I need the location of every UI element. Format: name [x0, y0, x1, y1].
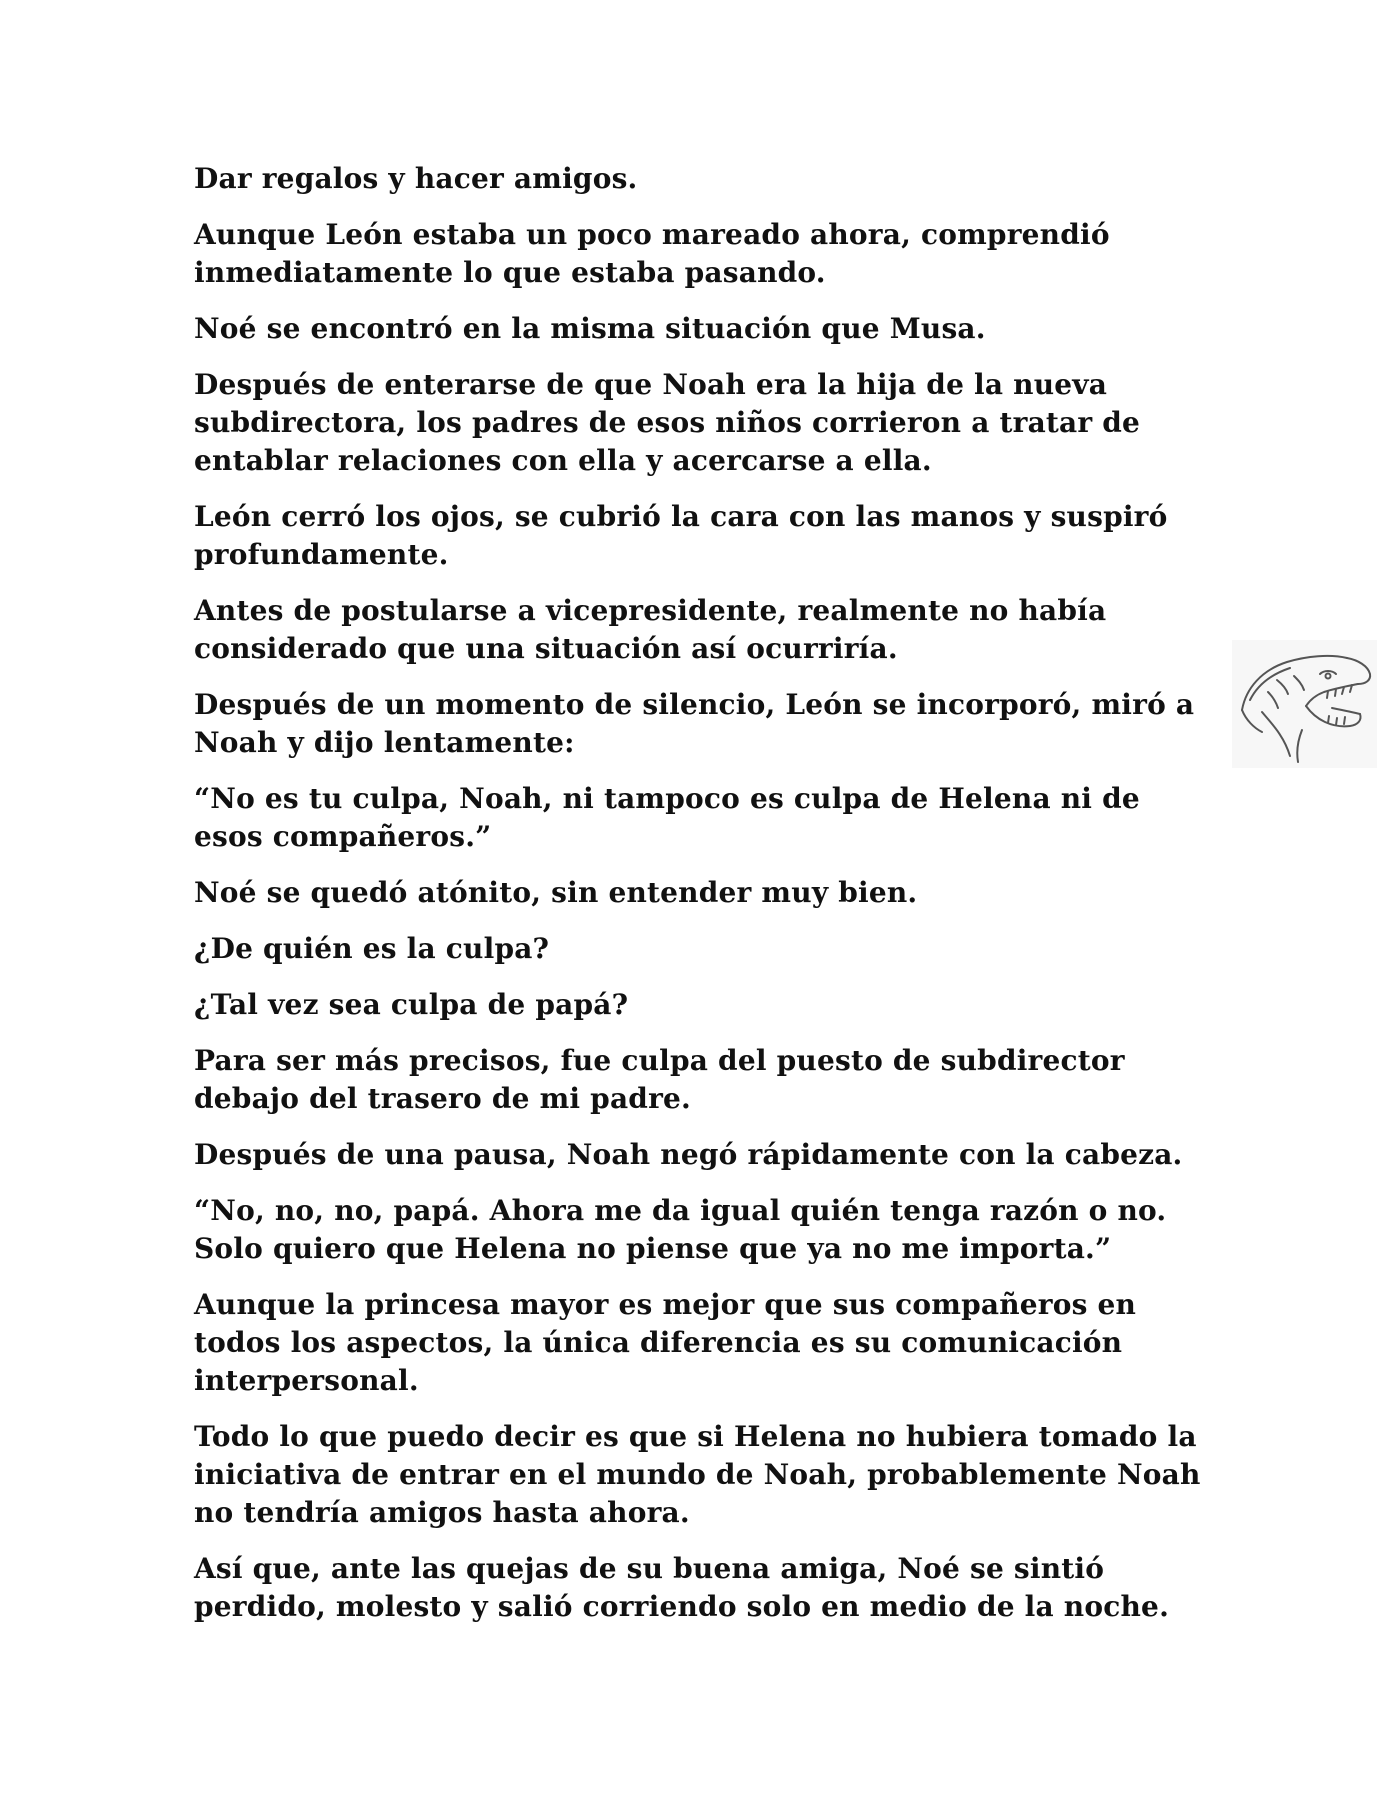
paragraph: Noé se encontró en la misma situación que Musa. — [194, 312, 986, 345]
paragraph: Después de una pausa, Noah negó rápidamente con la cabeza. — [194, 1138, 1183, 1171]
paragraph: Después de un momento de silencio, León se incorporó, miró a Noah y dijo lentamente: — [194, 688, 1195, 759]
paragraph: Aunque la princesa mayor es mejor que sus compañeros en todos los aspectos, la única diferencia es su comunicación interpersonal. — [194, 1288, 1137, 1397]
paragraph: “No es tu culpa, Noah, ni tampoco es culpa de Helena ni de esos compañeros.” — [194, 782, 1140, 853]
paragraph: ¿Tal vez sea culpa de papá? — [194, 988, 629, 1021]
paragraph: Todo lo que puedo decir es que si Helena no hubiera tomado la iniciativa de entrar en el mundo de Noah, probablemente Noah no tendría amigos hasta ahora. — [194, 1420, 1201, 1529]
paragraph: Después de enterarse de que Noah era la hija de la nueva subdirectora, los padres de esos niños corrieron a tratar de entablar relaciones con ella y acercarse a ella. — [194, 368, 1141, 477]
paragraph: Noé se quedó atónito, sin entender muy bien. — [194, 876, 918, 909]
dinosaur-head-sketch-icon — [1232, 640, 1377, 768]
paragraph: Dar regalos y hacer amigos. — [194, 162, 638, 195]
paragraph: Para ser más precisos, fue culpa del puesto de subdirector debajo del trasero de mi padre. — [194, 1044, 1125, 1115]
story-text — [194, 160, 1214, 1644]
paragraph: León cerró los ojos, se cubrió la cara con las manos y suspiró profundamente. — [194, 500, 1168, 571]
paragraph: ¿De quién es la culpa? — [194, 932, 550, 965]
paragraph: Antes de postularse a vicepresidente, realmente no había considerado que una situación así ocurriría. — [194, 594, 1107, 665]
paragraph: Así que, ante las quejas de su buena amiga, Noé se sintió perdido, molesto y salió corriendo solo en medio de la noche. — [194, 1552, 1170, 1623]
paragraph: Aunque León estaba un poco mareado ahora, comprendió inmediatamente lo que estaba pasando. — [194, 218, 1110, 289]
paragraph: “No, no, no, papá. Ahora me da igual quién tenga razón o no. Solo quiero que Helena no piense que ya no me importa.” — [194, 1194, 1167, 1265]
